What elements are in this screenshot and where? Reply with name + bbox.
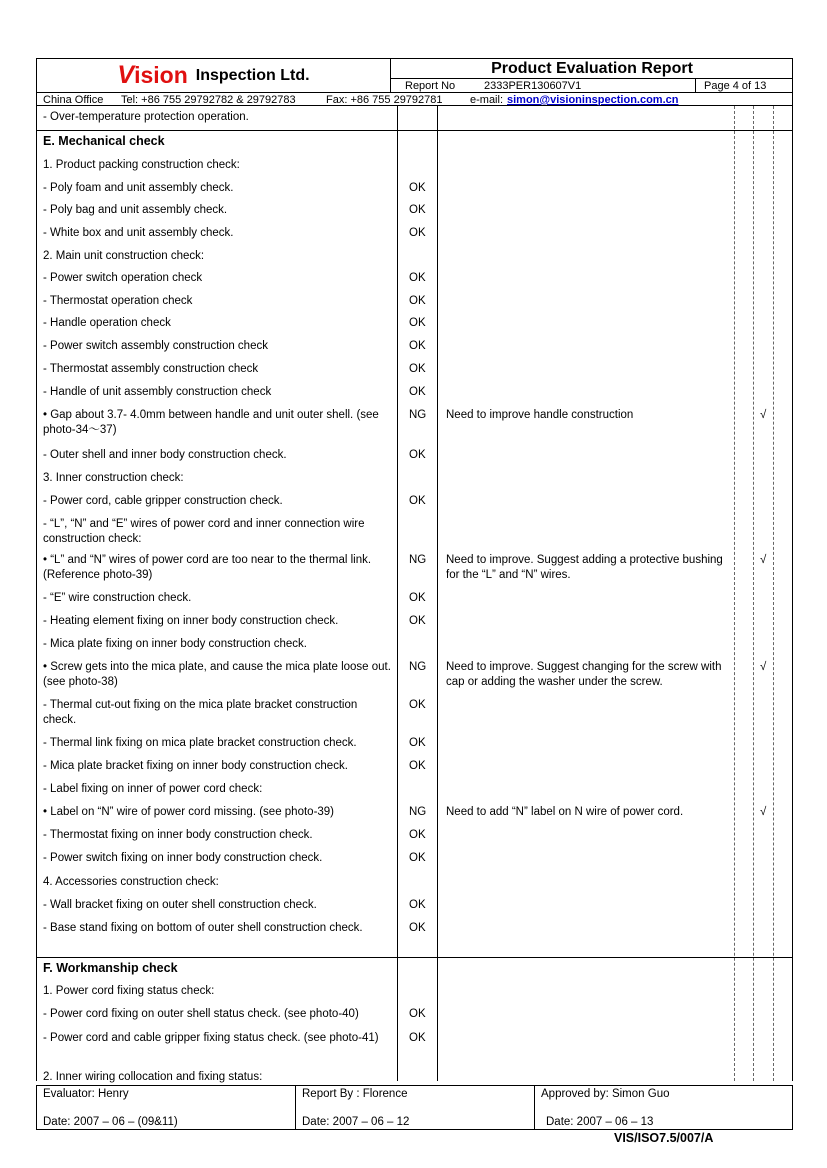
check-item: - Thermostat operation check	[43, 295, 193, 307]
logo-company-suffix: Inspection Ltd.	[195, 66, 310, 84]
check-item: - Outer shell and inner body construction check.	[43, 449, 287, 461]
section-heading	[37, 957, 792, 975]
result-value: OK	[409, 495, 426, 507]
check-mark: √	[760, 554, 767, 566]
result-value: OK	[409, 1032, 426, 1044]
result-value: OK	[409, 386, 426, 398]
check-item: 1. Product packing construction check:	[43, 159, 240, 171]
result-value: OK	[409, 899, 426, 911]
result-value: OK	[409, 699, 426, 711]
result-value: OK	[409, 272, 426, 284]
logo-v: V	[117, 61, 135, 89]
report-meta	[391, 78, 793, 93]
evaluator: Evaluator: Henry	[43, 1088, 129, 1100]
check-item: - Power cord and cable gripper fixing status check. (see photo-41)	[43, 1032, 379, 1044]
report-no: 2333PER130607V1	[484, 80, 582, 92]
check-item: - Handle operation check	[43, 317, 171, 329]
check-item: - Power cord fixing on outer shell status check. (see photo-40)	[43, 1008, 359, 1020]
check-mark: √	[760, 661, 767, 673]
contact-row	[37, 92, 792, 107]
check-item: E. Mechanical check	[43, 134, 165, 148]
report-title: Product Evaluation Report	[491, 60, 693, 77]
telephone: Tel: +86 755 29792782 & 29792783	[121, 94, 296, 106]
company-logo	[37, 59, 391, 92]
page-number: Page 4 of 13	[695, 79, 793, 93]
check-item: • “L” and “N” wires of power cord are too near to the thermal link. (Reference photo-39)	[43, 554, 372, 581]
result-value: OK	[409, 204, 426, 216]
check-item: - Label fixing on inner of power cord check:	[43, 783, 263, 795]
email-link[interactable]: simon@visioninspection.com.cn	[507, 94, 679, 106]
check-item: - Mica plate bracket fixing on inner body construction check.	[43, 760, 348, 772]
check-item: - Handle of unit assembly construction check	[43, 386, 272, 398]
check-item: - Thermal link fixing on mica plate bracket construction check.	[43, 737, 357, 749]
document-number: VIS/ISO7.5/007/A	[614, 1131, 714, 1145]
report-by: Report By : Florence	[302, 1088, 408, 1100]
result-value: OK	[409, 922, 426, 934]
check-item: • Screw gets into the mica plate, and cause the mica plate loose out. (see photo-38)	[43, 661, 391, 688]
remark-text: Need to improve handle construction	[446, 409, 634, 421]
check-item: - Power switch fixing on inner body construction check.	[43, 852, 323, 864]
check-mark: √	[760, 409, 767, 421]
report-date: Date: 2007 – 06 – 12	[302, 1116, 410, 1128]
check-item: - Power switch assembly construction check	[43, 340, 268, 352]
result-value: NG	[409, 806, 427, 818]
check-item: - Over-temperature protection operation.	[43, 111, 249, 123]
evaluator-date: Date: 2007 – 06 – (09&11)	[43, 1116, 178, 1128]
logo-vision: ision	[134, 62, 188, 88]
check-item: - Mica plate fixing on inner body construction check.	[43, 638, 307, 650]
result-value: OK	[409, 227, 426, 239]
check-item: • Label on “N” wire of power cord missing. (see photo-39)	[43, 806, 335, 818]
result-value: OK	[409, 317, 426, 329]
result-value: OK	[409, 829, 426, 841]
report-page	[36, 58, 793, 1081]
check-item: 3. Inner construction check:	[43, 472, 184, 484]
result-value: OK	[409, 615, 426, 627]
remark-text: Need to improve. Suggest adding a protective bushing for the “L” and “N” wires.	[446, 554, 723, 581]
office: China Office	[43, 94, 104, 106]
result-value: OK	[409, 182, 426, 194]
check-item: 2. Main unit construction check:	[43, 250, 205, 262]
result-value: OK	[409, 449, 426, 461]
result-value: OK	[409, 295, 426, 307]
check-item: 1. Power cord fixing status check:	[43, 985, 215, 997]
check-item: • Gap about 3.7- 4.0mm between handle and unit outer shell. (see photo-34～37)	[43, 409, 379, 436]
check-item: - Wall bracket fixing on outer shell construction check.	[43, 899, 317, 911]
section-heading	[37, 130, 792, 148]
result-value: NG	[409, 409, 427, 421]
result-value: OK	[409, 760, 426, 772]
check-item: - Thermostat assembly construction check	[43, 363, 259, 375]
check-mark: √	[760, 806, 767, 818]
evaluation-table	[36, 106, 793, 1081]
check-item: - Poly bag and unit assembly check.	[43, 204, 228, 216]
check-item: - “E” wire construction check.	[43, 592, 192, 604]
approved-by: Approved by: Simon Guo	[541, 1088, 670, 1100]
remark-text: Need to add “N” label on N wire of power cord.	[446, 806, 684, 818]
result-value: OK	[409, 592, 426, 604]
email-label: e-mail:	[470, 94, 504, 106]
check-item: 4. Accessories construction check:	[43, 876, 219, 888]
fax: Fax: +86 755 29792781	[326, 94, 443, 106]
result-value: NG	[409, 661, 427, 673]
check-item: - Poly foam and unit assembly check.	[43, 182, 234, 194]
result-value: OK	[409, 737, 426, 749]
report-no-label: Report No	[405, 80, 456, 92]
check-item: - Power switch operation check	[43, 272, 203, 284]
result-value: OK	[409, 1008, 426, 1020]
check-item: - Thermal cut-out fixing on the mica plate bracket construction check.	[43, 699, 358, 726]
approved-date: Date: 2007 – 06 – 13	[546, 1116, 654, 1128]
check-item: - “L”, “N” and “E” wires of power cord and inner connection wire construction check:	[43, 518, 365, 545]
check-item: - Power cord, cable gripper construction check.	[43, 495, 283, 507]
result-value: NG	[409, 554, 427, 566]
result-value: OK	[409, 340, 426, 352]
remark-text: Need to improve. Suggest changing for the screw with cap or adding the washer under the screw.	[446, 661, 722, 688]
check-item: 2. Inner wiring collocation and fixing status:	[43, 1071, 263, 1083]
check-item: - White box and unit assembly check.	[43, 227, 234, 239]
check-item: - Heating element fixing on inner body construction check.	[43, 615, 339, 627]
result-value: OK	[409, 852, 426, 864]
check-item: - Base stand fixing on bottom of outer shell construction check.	[43, 922, 363, 934]
signature-footer	[36, 1085, 793, 1130]
result-value: OK	[409, 363, 426, 375]
check-item: - Thermostat fixing on inner body construction check.	[43, 829, 313, 841]
check-item: F. Workmanship check	[43, 961, 178, 975]
report-header	[36, 58, 793, 106]
